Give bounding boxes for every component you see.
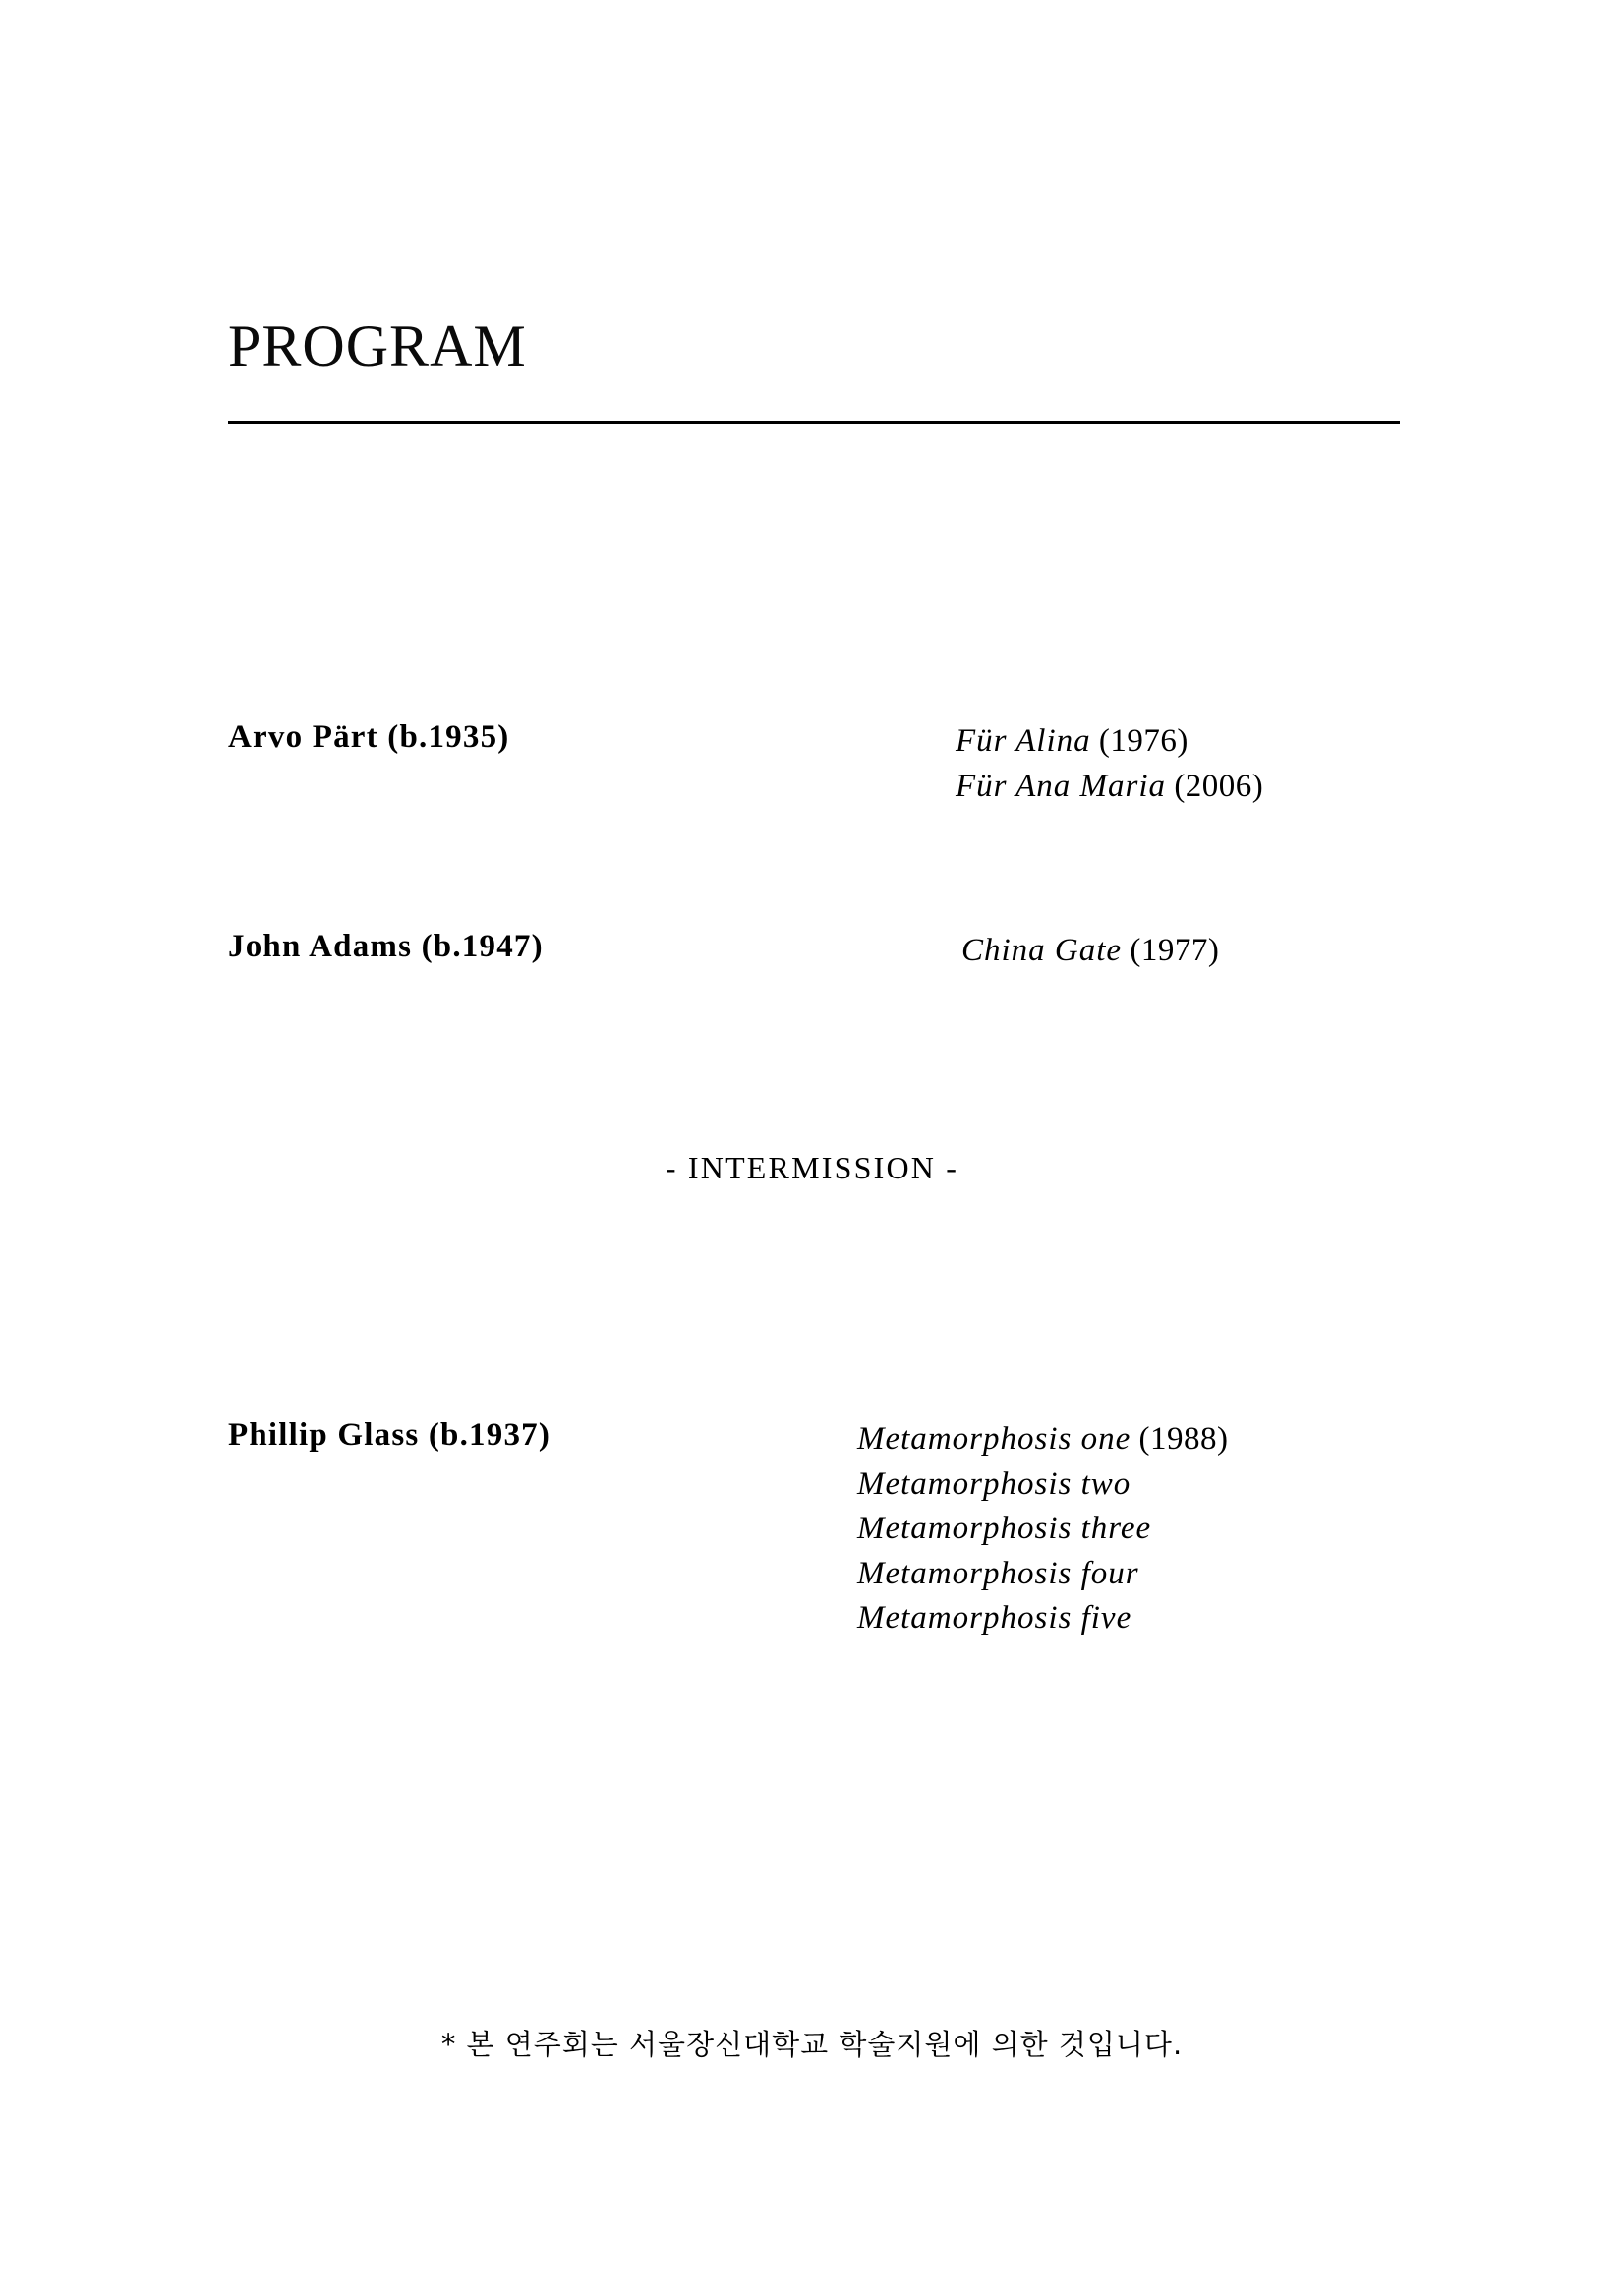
work-title: Für Ana Maria (956, 768, 1167, 804)
composer-name: Arvo Pärt (b.1935) (228, 719, 510, 755)
composer-name: John Adams (b.1947) (228, 929, 544, 964)
work-list (956, 719, 1263, 809)
work-item (956, 719, 1263, 765)
page-title-block (228, 290, 1398, 384)
work-year: (2006) (1174, 768, 1264, 804)
work-item (857, 1552, 1228, 1597)
page-title: program (228, 290, 527, 384)
work-item (961, 929, 1219, 974)
work-list (961, 929, 1219, 974)
intermission-label: - INTERMISSION - (665, 1150, 959, 1185)
work-item (857, 1463, 1228, 1508)
work-item (956, 765, 1263, 810)
work-title: Metamorphosis three (857, 1511, 1152, 1547)
title-underline-rule (228, 421, 1400, 424)
work-title: China Gate (961, 933, 1123, 968)
work-title: Metamorphosis five (857, 1600, 1132, 1636)
work-title: Für Alina (956, 723, 1091, 759)
work-title: Metamorphosis four (857, 1555, 1139, 1591)
work-list (857, 1417, 1228, 1641)
work-year: (1976) (1098, 723, 1189, 759)
work-title: Metamorphosis two (857, 1465, 1131, 1502)
composer-name: Phillip Glass (b.1937) (228, 1417, 551, 1453)
footnote: * 본 연주회는 서울장신대학교 학술지원에 의한 것입니다. (440, 2028, 1184, 2061)
work-year: (1988) (1138, 1421, 1229, 1457)
work-year: (1977) (1130, 933, 1220, 968)
work-item (857, 1417, 1228, 1463)
work-title: Metamorphosis one (857, 1421, 1131, 1457)
work-item (857, 1507, 1228, 1552)
work-item (857, 1596, 1228, 1641)
